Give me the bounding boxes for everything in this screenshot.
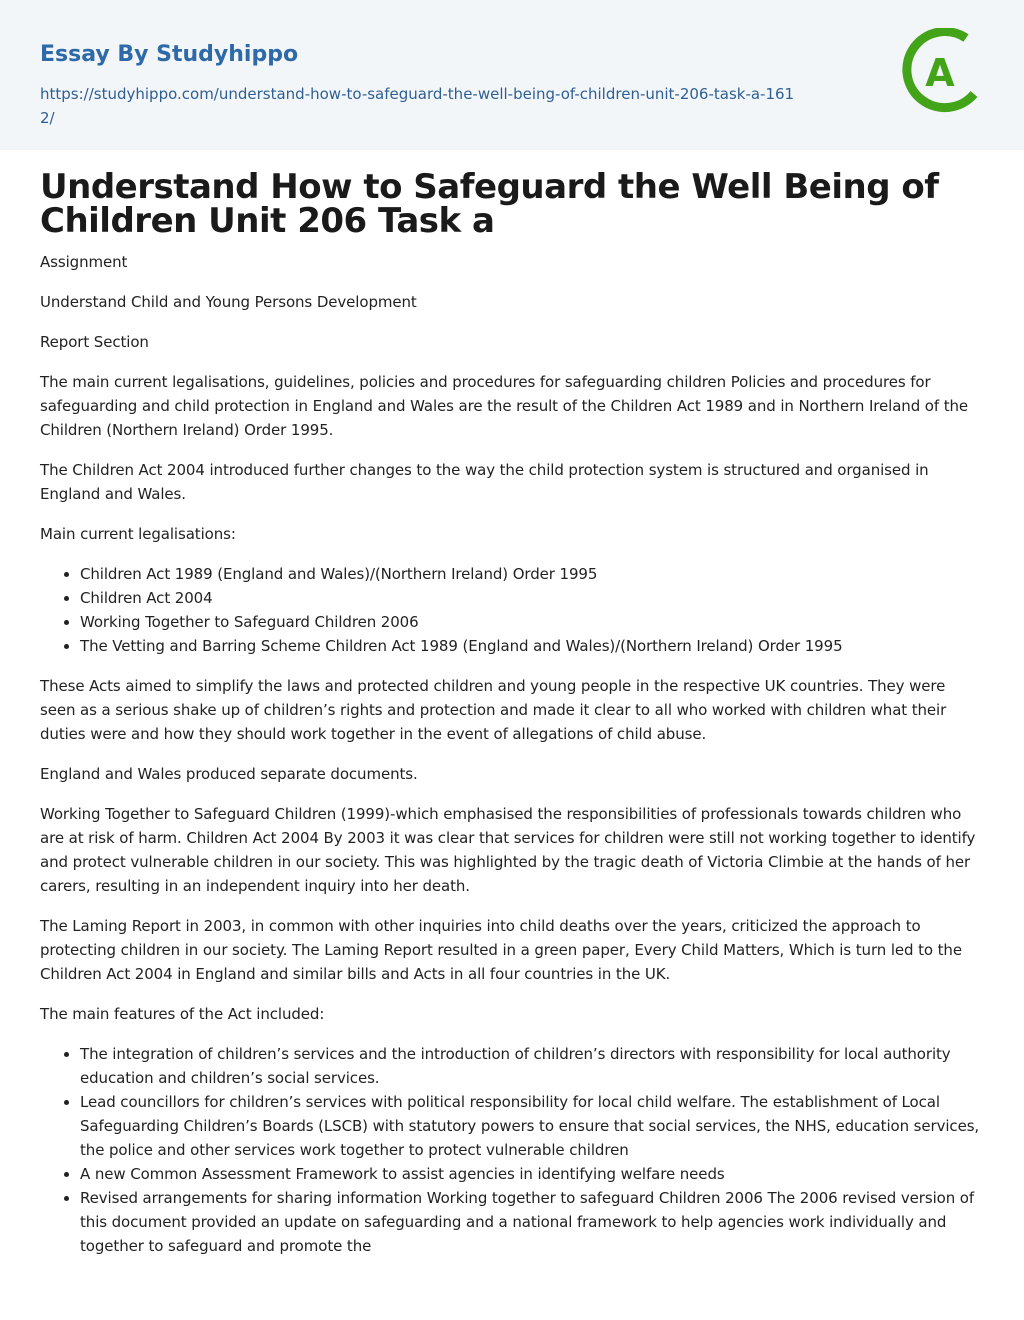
page-title: Understand How to Safeguard the Well Being of Children Unit 206 Task a <box>40 167 939 241</box>
paragraph: England and Wales produced separate documents. <box>40 765 418 783</box>
act-features-list <box>40 1042 984 1258</box>
list-item: • Working Together to Safeguard Children 2006 <box>80 610 984 634</box>
paragraph: The Laming Report in 2003, in common with other inquiries into child deaths over the years, criticized the approach to protecting children in our society. The Laming Report resulted in a green paper, Every Child Matters, Which is turn led to the Children Act 2004 in England and similar bills and Acts in all four countries in the UK. <box>40 917 962 983</box>
logo-letter: A <box>925 51 955 95</box>
list-item: • Children Act 1989 (England and Wales)/(Northern Ireland) Order 1995 <box>80 562 984 586</box>
paragraph: Main current legalisations: <box>40 525 236 543</box>
paragraph: The main features of the Act included: <box>40 1005 325 1023</box>
list-item: • The Vetting and Barring Scheme Children Act 1989 (England and Wales)/(Northern Ireland) Order 1995 <box>80 634 984 658</box>
studyhippo-logo-icon[interactable] <box>898 28 986 116</box>
article-body <box>0 150 1024 1258</box>
source-url-link[interactable]: https://studyhippo.com/understand-how-to-safeguard-the-well-being-of-children-unit-206-task-a-1612/ <box>40 85 795 127</box>
paragraph: Assignment <box>40 253 128 271</box>
paragraph: These Acts aimed to simplify the laws and protected children and young people in the respective UK countries. They were seen as a serious shake up of children’s rights and protection and made it clear to all who worked with children what their duties were and how they should work together in the event of allegations of child abuse. <box>40 677 947 743</box>
list-item: • Lead councillors for children’s services with political responsibility for local child welfare. The establishment of Local Safeguarding Children’s Boards (LSCB) with statutory powers to ensure that social services, the NHS, education services, the police and other services work together to protect vulnerable children <box>80 1090 984 1162</box>
list-item: • Revised arrangements for sharing information Working together to safeguard Children 2006 The 2006 revised version of this document provided an update on safeguarding and a national framework to help agencies work individually and together to safeguard and promote the <box>80 1186 984 1258</box>
paragraph: The Children Act 2004 introduced further changes to the way the child protection system is structured and organised in England and Wales. <box>40 461 929 503</box>
paragraph: Report Section <box>40 333 149 351</box>
list-item: • A new Common Assessment Framework to assist agencies in identifying welfare needs <box>80 1162 984 1186</box>
paragraph: The main current legalisations, guidelines, policies and procedures for safeguarding children Policies and procedures for safeguarding and child protection in England and Wales are the result of the Children Act 1989 and in Northern Ireland of the Children (Northern Ireland) Order 1995. <box>40 373 969 439</box>
paragraph: Working Together to Safeguard Children (1999)-which emphasised the responsibilities of professionals towards children who are at risk of harm. Children Act 2004 By 2003 it was clear that services for children were still not working together to identify and protect vulnerable children in our society. This was highlighted by the tragic death of Victoria Climbie at the hands of her carers, resulting in an independent inquiry into her death. <box>40 805 976 895</box>
list-item: • The integration of children’s services and the introduction of children’s directors with responsibility for local authority education and children’s social services. <box>80 1042 984 1090</box>
paragraph: Understand Child and Young Persons Development <box>40 293 417 311</box>
legislation-list <box>40 562 984 658</box>
list-item: • Children Act 2004 <box>80 586 984 610</box>
site-header <box>0 0 1024 150</box>
brand-title[interactable]: Essay By Studyhippo <box>40 42 299 67</box>
